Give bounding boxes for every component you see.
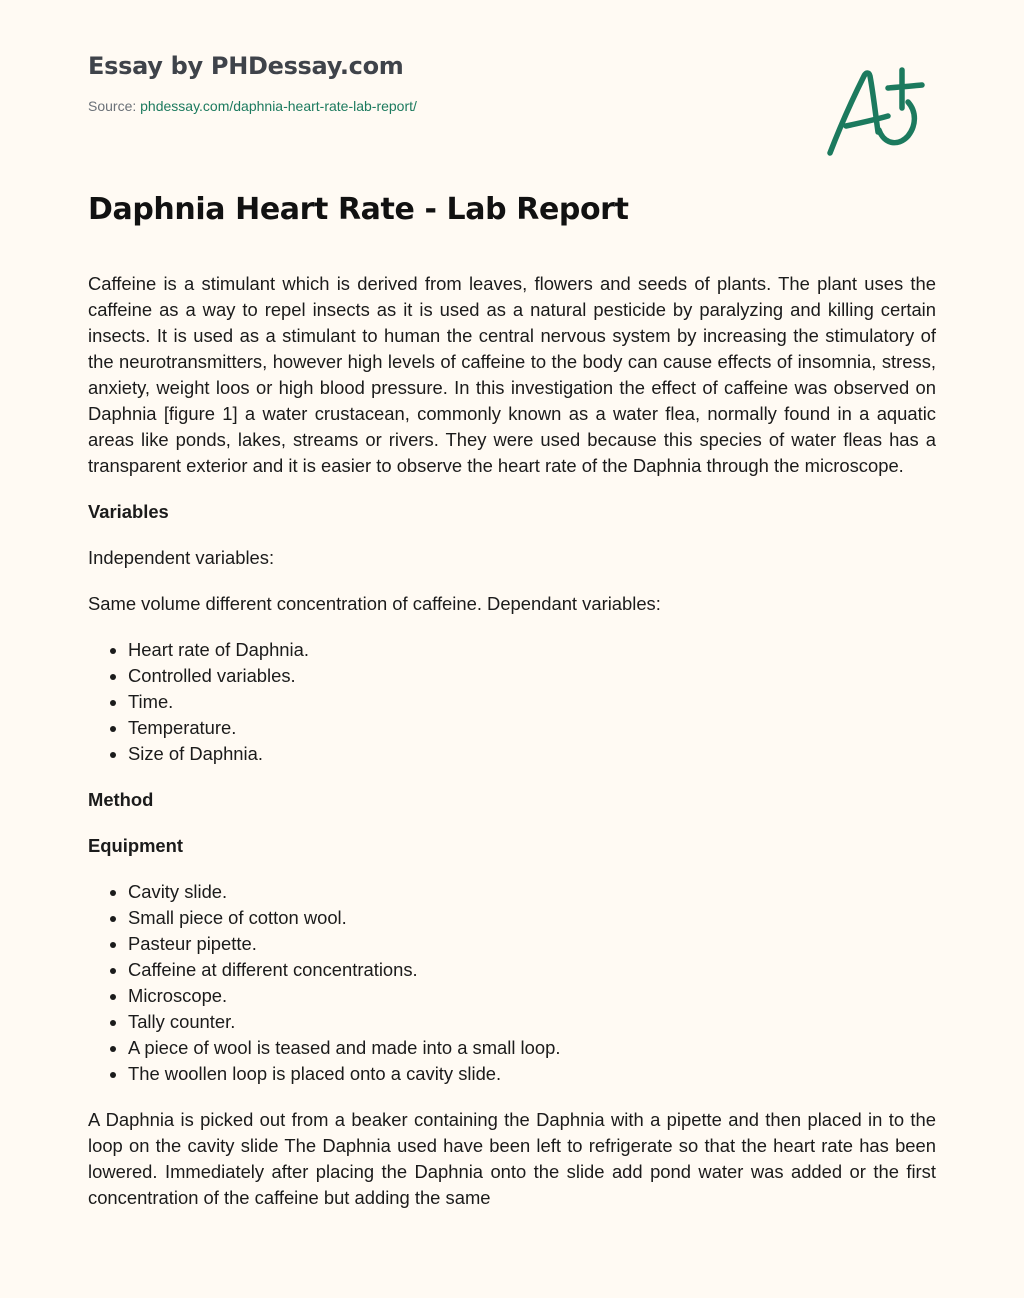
list-item: • Small piece of cotton wool. — [128, 905, 936, 931]
list-item: • Heart rate of Daphnia. — [128, 637, 936, 663]
list-item: • The woollen loop is placed onto a cavity slide. — [128, 1061, 936, 1087]
document-title: Daphnia Heart Rate - Lab Report — [88, 192, 629, 227]
list-item: • Controlled variables. — [128, 663, 936, 689]
independent-variables-label: Independent variables: — [88, 547, 275, 568]
list-item: • Caffeine at different concentrations. — [128, 957, 936, 983]
list-item: • Time. — [128, 689, 936, 715]
content-cutoff — [0, 1248, 1024, 1298]
site-title: Essay by PHDessay.com — [88, 52, 404, 80]
list-item: • Temperature. — [128, 715, 936, 741]
equipment-heading: Equipment — [88, 835, 184, 856]
source-label: Source: — [88, 98, 137, 114]
independent-variables-text: Same volume different concentration of caffeine. Dependant variables: — [88, 593, 661, 614]
list-item: • Cavity slide. — [128, 879, 936, 905]
list-item: • Pasteur pipette. — [128, 931, 936, 957]
procedure-paragraph: A Daphnia is picked out from a beaker containing the Daphnia with a pipette and then placed in to the loop on the cavity slide The Daphnia used have been left to refrigerate so that the heart rate has been lowered. Immediately after placing the Daphnia onto the slide add pond water was added or the first concentration of the caffeine but adding the same — [88, 1109, 936, 1208]
intro-paragraph: Caffeine is a stimulant which is derived from leaves, flowers and seeds of plants. The plant uses the caffeine as a way to repel insects as it is used as a natural pesticide by paralyzing and killing certain insects. It is used as a stimulant to human the central nervous system by increasing the stimulatory of the neurotransmitters, however high levels of caffeine to the body can cause effects of insomnia, stress, anxiety, weight loos or high blood pressure. In this investigation the effect of caffeine was observed on Daphnia [figure 1] a water crustacean, commonly known as a water flea, normally found in a aquatic areas like ponds, lakes, streams or rivers. They were used because this species of water fleas has a transparent exterior and it is easier to observe the heart rate of the Daphnia through the microscope. — [88, 273, 936, 476]
a-plus-grade-icon — [822, 62, 932, 162]
equipment-list — [88, 879, 936, 1087]
list-item: • Microscope. — [128, 983, 936, 1009]
source-line — [88, 96, 948, 116]
variables-list — [88, 637, 936, 767]
document-body — [88, 271, 936, 1231]
method-heading: Method — [88, 789, 154, 810]
list-item: • Size of Daphnia. — [128, 741, 936, 767]
source-link[interactable]: phdessay.com/daphnia-heart-rate-lab-report/ — [140, 98, 417, 114]
list-item: • A piece of wool is teased and made into a small loop. — [128, 1035, 936, 1061]
page-header — [88, 50, 948, 116]
variables-heading: Variables — [88, 501, 169, 522]
list-item: • Tally counter. — [128, 1009, 936, 1035]
